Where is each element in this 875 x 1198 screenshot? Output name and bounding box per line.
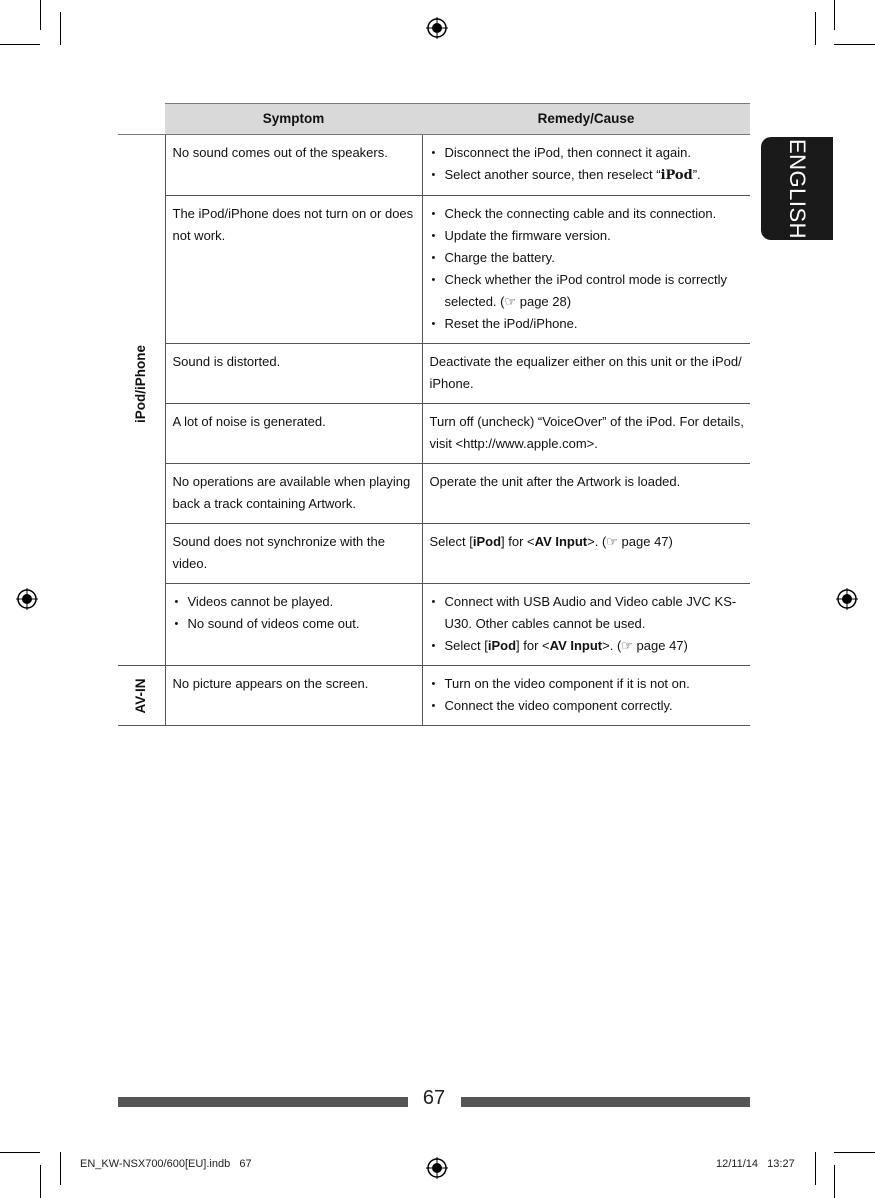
remedy-cell — [422, 584, 750, 666]
symptom-cell: No operations are available when playing back a track containing Artwork. — [165, 464, 422, 524]
remedy-cell: Turn off (uncheck) “VoiceOver” of the iPod. For details, visit <http://www.apple.com>. — [422, 404, 750, 464]
symptom-cell: The iPod/iPhone does not turn on or does not work. — [165, 196, 422, 344]
symptom-cell: Sound is distorted. — [165, 344, 422, 404]
symptom-item: • Videos cannot be played. — [173, 591, 416, 613]
remedy-cell — [422, 196, 750, 344]
remedy-item: • Charge the battery. — [430, 247, 745, 269]
symptom-item: • No sound of videos come out. — [173, 613, 416, 635]
symptom-cell: No sound comes out of the speakers. — [165, 135, 422, 196]
crop-mark — [815, 1152, 816, 1185]
remedy-item: • Update the firmware version. — [430, 225, 745, 247]
remedy-cell: Select [iPod] for <AV Input>. (☞ page 47) — [422, 524, 750, 584]
remedy-cell: Operate the unit after the Artwork is loaded. — [422, 464, 750, 524]
crop-mark — [40, 1165, 41, 1198]
crop-mark — [0, 1152, 40, 1153]
table-row — [118, 404, 750, 464]
crop-mark — [834, 44, 875, 45]
registration-mark-icon — [426, 1157, 448, 1179]
remedy-cell: Deactivate the equalizer either on this unit or the iPod/ iPhone. — [422, 344, 750, 404]
crop-mark — [815, 12, 816, 45]
category-header — [118, 104, 165, 135]
category-avin — [118, 666, 165, 726]
symptom-cell: No picture appears on the screen. — [165, 666, 422, 726]
symptom-cell: Sound does not synchronize with the video. — [165, 524, 422, 584]
remedy-item: • Connect the video component correctly. — [430, 695, 745, 717]
registration-mark-icon — [426, 17, 448, 39]
footer-bar-left — [118, 1097, 408, 1107]
symptom-cell: A lot of noise is generated. — [165, 404, 422, 464]
table-header-row — [118, 104, 750, 135]
symptom-header: Symptom — [165, 104, 422, 135]
crop-mark — [834, 1165, 835, 1198]
troubleshooting-table — [118, 103, 750, 726]
crop-mark — [834, 1152, 875, 1153]
print-slug-file: EN_KW-NSX700/600[EU].indb 67 — [80, 1158, 252, 1170]
remedy-item: • Check whether the iPod control mode is correctly selected. (☞ page 28) — [430, 269, 745, 313]
remedy-item: • Reset the iPod/iPhone. — [430, 313, 745, 335]
remedy-cell — [422, 135, 750, 196]
remedy-cell — [422, 666, 750, 726]
table-row — [118, 135, 750, 196]
remedy-header: Remedy/Cause — [422, 104, 750, 135]
registration-mark-icon — [836, 588, 858, 610]
category-ipod-label: iPod/iPhone — [133, 344, 148, 423]
category-ipod — [118, 135, 165, 666]
remedy-item: • Select [iPod] for <AV Input>. (☞ page 47) — [430, 635, 745, 657]
crop-mark — [40, 0, 41, 30]
remedy-item: • Select another source, then reselect “iPod”. — [430, 164, 745, 187]
crop-mark — [834, 0, 835, 30]
table-row — [118, 464, 750, 524]
remedy-item: • Turn on the video component if it is not on. — [430, 673, 745, 695]
print-slug-date: 12/11/14 13:27 — [716, 1158, 795, 1170]
language-tab-label: ENGLISH — [785, 138, 810, 239]
crop-mark — [60, 1152, 61, 1185]
remedy-item: • Disconnect the iPod, then connect it again. — [430, 142, 745, 164]
table-row — [118, 666, 750, 726]
crop-mark — [0, 44, 40, 45]
language-tab — [761, 137, 833, 240]
crop-mark — [60, 12, 61, 45]
page-number: 67 — [422, 1087, 446, 1109]
footer-bar-right — [461, 1097, 750, 1107]
remedy-item: • Connect with USB Audio and Video cable JVC KS-U30. Other cables cannot be used. — [430, 591, 745, 635]
table-row — [118, 196, 750, 344]
category-avin-label: AV-IN — [133, 678, 148, 714]
remedy-item: • Check the connecting cable and its connection. — [430, 203, 745, 225]
ipod-wordmark: iPod — [660, 168, 693, 183]
table-row — [118, 584, 750, 666]
table-row — [118, 524, 750, 584]
symptom-cell — [165, 584, 422, 666]
table-row — [118, 344, 750, 404]
registration-mark-icon — [16, 588, 38, 610]
